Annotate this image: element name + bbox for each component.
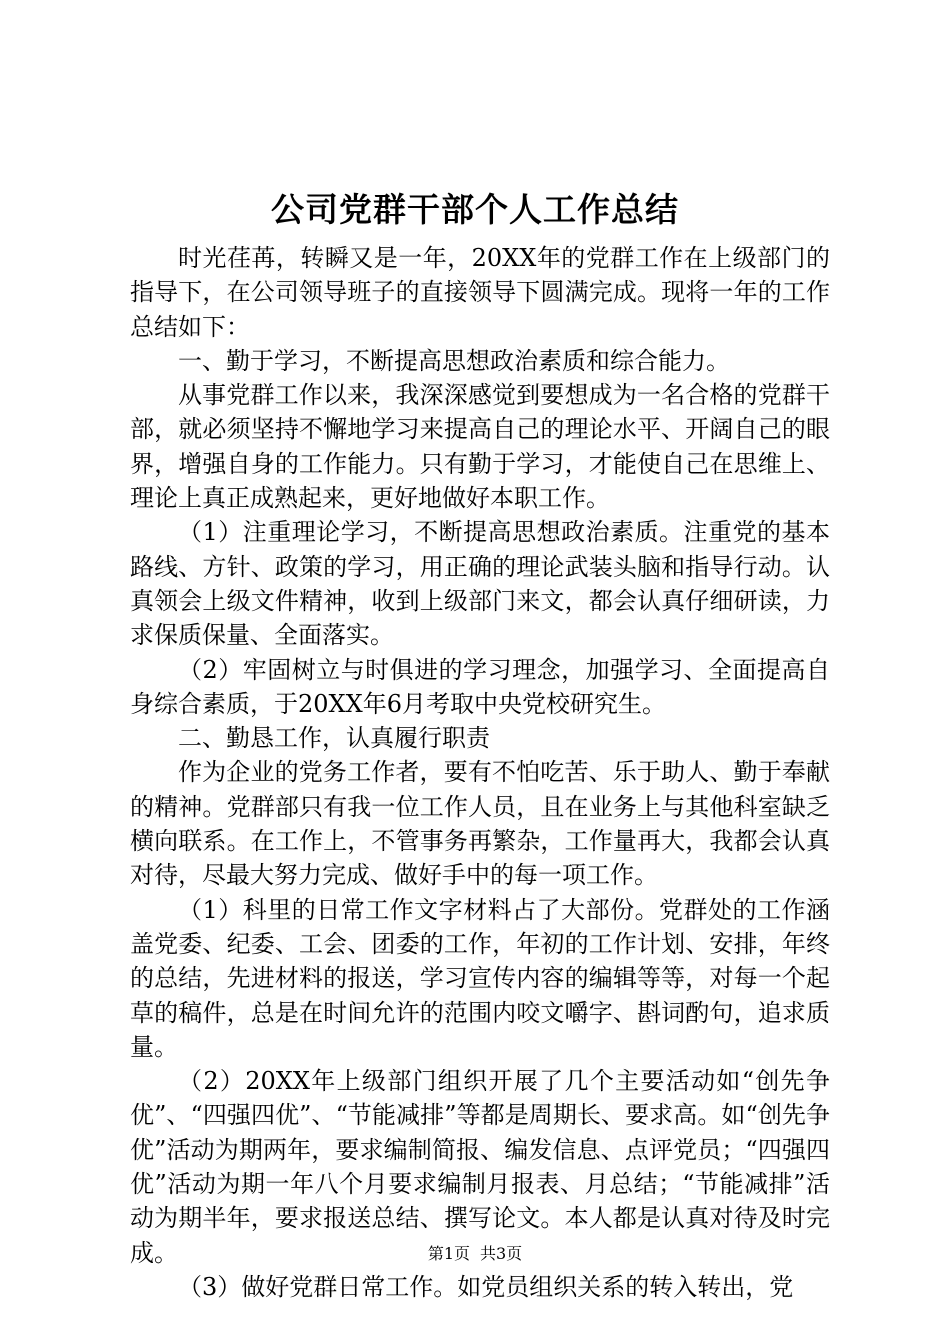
page-number: 第1页 — [427, 1244, 470, 1263]
paragraph: （1）注重理论学习，不断提高思想政治素质。注重党的基本路线、方针、政策的学习，用正确的理论武装头脑和指导行动。认真领会上级文件精神，收到上级部门来文，都会认真仔细研读，力求保质保量、全面落实。 — [130, 518, 830, 650]
page-total: 共3页 — [480, 1244, 523, 1263]
paragraph: 作为企业的党务工作者，要有不怕吃苦、乐于助人、勤于奉献的精神。党群部只有我一位工作人员，且在业务上与其他科室缺乏横向联系。在工作上，不管事务再繁杂，工作量再大，我都会认真对待，尽最大努力完成、做好手中的每一项工作。 — [130, 758, 830, 890]
section-heading-2: 二、勤恳工作，认真履行职责 — [178, 724, 490, 753]
paragraph: （1）科里的日常工作文字材料占了大部份。党群处的工作涵盖党委、纪委、工会、团委的工作，年初的工作计划、安排，年终的总结，先进材料的报送，学习宣传内容的编辑等等，对每一个起草的稿件，总是在时间允许的范围内咬文嚼字、斟词酌句，追求质量。 — [130, 895, 830, 1061]
page-footer — [0, 1242, 950, 1266]
paragraph: （2）牢固树立与时俱进的学习理念，加强学习、全面提高自身综合素质，于20XX年6月考取中央党校研究生。 — [130, 655, 830, 718]
paragraph: （3）做好党群日常工作。如党员组织关系的转入转出，党 — [178, 1272, 794, 1301]
section-heading-1: 一、勤于学习，不断提高思想政治素质和综合能力。 — [178, 346, 730, 375]
paragraph: 从事党群工作以来，我深深感觉到要想成为一名合格的党群干部，就必须坚持不懈地学习来提高自己的理论水平、开阔自己的眼界，增强自身的工作能力。只有勤于学习，才能使自己在思维上、理论上真正成熟起来，更好地做好本职工作。 — [130, 381, 830, 513]
paragraph: （2）20XX年上级部门组织开展了几个主要活动如“创先争优”、“四强四优”、“节能减排”等都是周期长、要求高。如“创先争优”活动为期两年，要求编制简报、编发信息、点评党员；“四强四优”活动为期一年八个月要求编制月报表、月总结；“节能减排”活动为期半年，要求报送总结、撰写论文。本人都是认真对待及时完成。 — [130, 1067, 830, 1267]
paragraph-intro: 时光荏苒，转瞬又是一年，20XX年的党群工作在上级部门的指导下，在公司领导班子的直接领导下圆满完成。现将一年的工作总结如下： — [130, 244, 830, 341]
document-title: 公司党群干部个人工作总结 — [271, 190, 679, 229]
document-body — [130, 241, 830, 1304]
